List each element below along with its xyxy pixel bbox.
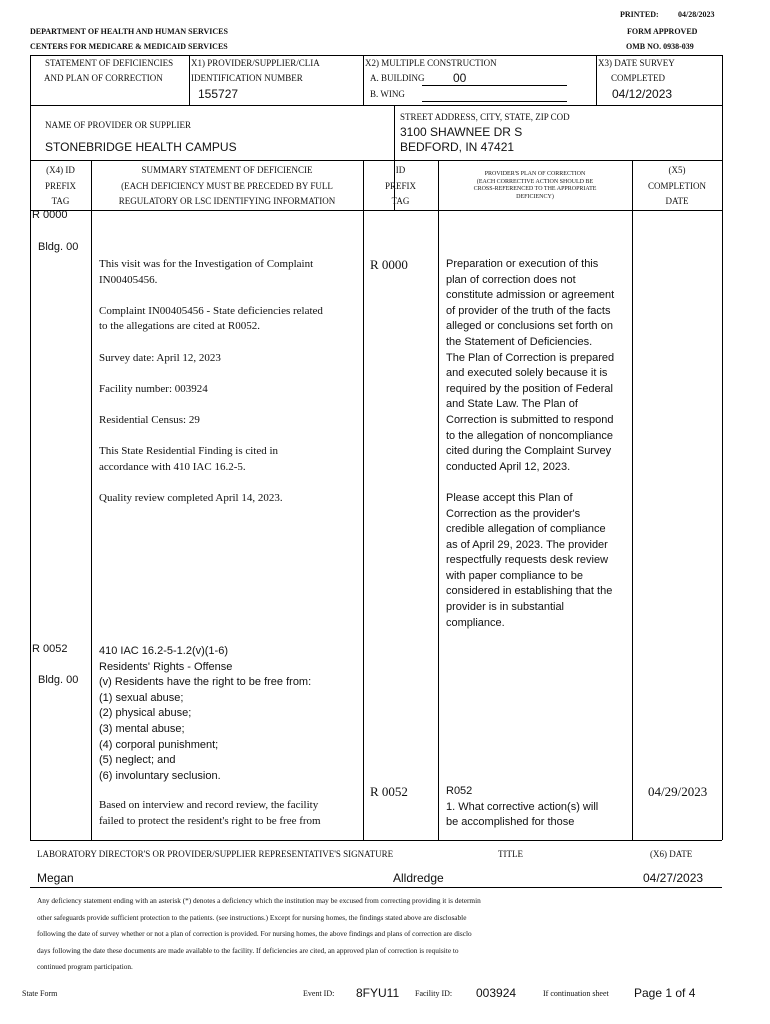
form-approved: FORM APPROVED (627, 27, 698, 36)
address-line-2: BEDFORD, IN 47421 (400, 140, 515, 154)
x1-label-1: X1) PROVIDER/SUPPLIER/CLIA (191, 58, 320, 68)
x1-label-2: IDENTIFICATION NUMBER (191, 73, 303, 83)
continuation-label: If continuation sheet (543, 989, 609, 998)
printed-date: 04/28/2023 (678, 10, 715, 19)
omb-number: OMB NO. 0938-039 (626, 42, 694, 51)
page-number: Page 1 of 4 (634, 986, 696, 1000)
x5-header-3: DATE (665, 196, 689, 206)
plan-header-2: (EACH CORRECTIVE ACTION SHOULD BE (476, 178, 594, 185)
event-id-label: Event ID: (303, 989, 335, 998)
signature-name: Megan (37, 871, 74, 885)
building-r0052: Bldg. 00 (38, 674, 79, 686)
facility-id-value: 003924 (476, 986, 517, 1000)
statement-label-1: STATEMENT OF DEFICIENCIES (45, 58, 174, 68)
id-header-1: ID (395, 165, 406, 175)
building-value: 00 (453, 71, 467, 85)
x2-label: X2) MULTIPLE CONSTRUCTION (365, 58, 497, 68)
summary-r0052: 410 IAC 16.2-5-1.2(v)(1-6) Residents' Rights - Offense (v) Residents have the right to be free from: (1) sexual abuse; (2) physical abuse; (3) mental abuse; (4) corporal punishment; (5) neglect; and (6) involuntary seclusion. (99, 645, 312, 782)
printed-label: PRINTED: (620, 10, 659, 19)
x5-header-1: (X5) (668, 165, 686, 175)
address-line-1: 3100 SHAWNEE DR S (400, 125, 523, 139)
summary-header-3: REGULATORY OR LSC IDENTIFYING INFORMATION (118, 196, 336, 206)
x3-label-1: X3) DATE SURVEY (598, 58, 675, 68)
x3-label-2: COMPLETED (611, 73, 665, 83)
x5-header-2: COMPLETION (648, 181, 706, 191)
survey-date-value: 04/12/2023 (612, 87, 673, 101)
cms-name: CENTERS FOR MEDICARE & MEDICAID SERVICES (30, 42, 228, 51)
summary-r0000: This visit was for the Investigation of Complaint IN00405456. Complaint IN00405456 - State deficiencies related to the allegations are cited at R0052. Survey date: April 12, 2023 Facility number: 003924 Residential Census: 29 This State Residential Finding is cited in accordance with 410 IAC 16.2-5. Quality review completed April 14, 2023. (99, 258, 323, 504)
summary-header-1: SUMMARY STATEMENT OF DEFICIENCIE (141, 165, 313, 175)
id-header-2: PREFIX (384, 181, 416, 191)
x4-header-2: PREFIX (44, 181, 76, 191)
plan-header-4: DEFICIENCY) (516, 193, 554, 200)
department-name: DEPARTMENT OF HEALTH AND HUMAN SERVICES (30, 27, 228, 36)
signature-title: Alldredge (393, 871, 444, 885)
building-label: A. BUILDING (370, 73, 425, 83)
state-form-label: State Form (22, 989, 58, 998)
statement-label-2: AND PLAN OF CORRECTION (44, 73, 163, 83)
id-r0000: R 0000 (370, 257, 408, 272)
summary-header-2: (EACH DEFICIENCY MUST BE PRECEDED BY FULL (121, 181, 333, 191)
provider-name-label: NAME OF PROVIDER OR SUPPLIER (45, 120, 192, 130)
x4-header-3: TAG (51, 196, 70, 206)
tag-r0000: R 0000 (32, 209, 68, 221)
id-header-3: TAG (391, 196, 410, 206)
plan-header (438, 171, 632, 201)
summary-r0052-findings: Based on interview and record review, the facility failed to protect the resident's right to be free from (99, 799, 321, 827)
footnote: Any deficiency statement ending with an asterisk (*) denotes a deficiency which the institution may be excused from correcting providing it is determin other safeguards provide sufficient protection to the patients. (see instructions.) Except for nursing homes, the findings stated above are disclosable following the date of survey whether or not a plan of correction is provided. For nursing homes, the above findings and plans of correction are disclo days following the date these documents are made available to the facility. If deficiencies are cited, an approved plan of correction is requisite to continued program participation. (37, 896, 481, 971)
provider-id-value: 155727 (198, 87, 239, 101)
tag-r0052: R 0052 (32, 643, 68, 655)
address-label: STREET ADDRESS, CITY, STATE, ZIP COD (400, 112, 570, 122)
signature-date: 04/27/2023 (643, 871, 704, 885)
plan-header-3: CROSS-REFERENCED TO THE APPROPRIATE (473, 186, 597, 192)
building-r0000: Bldg. 00 (38, 241, 79, 253)
plan-r0052: R052 1. What corrective action(s) will be accomplished for those (446, 785, 599, 829)
plan-header-1: PROVIDER'S PLAN OF CORRECTION (484, 171, 586, 177)
facility-id-label: Facility ID: (415, 989, 453, 998)
x6-date-label: (X6) DATE (650, 849, 693, 859)
x4-header-1: (X4) ID (46, 165, 75, 175)
event-id-value: 8FYU11 (356, 986, 400, 1000)
wing-label: B. WING (370, 89, 405, 99)
title-label: TITLE (498, 849, 523, 859)
completion-date-r0052: 04/29/2023 (648, 784, 708, 799)
id-r0052: R 0052 (370, 784, 408, 799)
provider-name-value: STONEBRIDGE HEALTH CAMPUS (45, 140, 237, 154)
signature-label: LABORATORY DIRECTOR'S OR PROVIDER/SUPPLIER REPRESENTATIVE'S SIGNATURE (37, 849, 394, 859)
plan-r0000: Preparation or execution of this plan of correction does not constitute admission or agreement of provider of the truth of the facts alleged or conclusions set forth on the Statement of Deficiencies. The Plan of Correction is prepared and executed solely because it is required by the position of Federal and State Law. The Plan of Correction is submitted to respond to the allegation of noncompliance cited during the Complaint Survey conducted April 12, 2023. Please accept this Plan of Correction as the provider's credible allegation of compliance as of April 29, 2023. The provider respectfully requests desk review with paper compliance to be considered in establishing that the provider is in substantial compliance. (446, 258, 615, 629)
